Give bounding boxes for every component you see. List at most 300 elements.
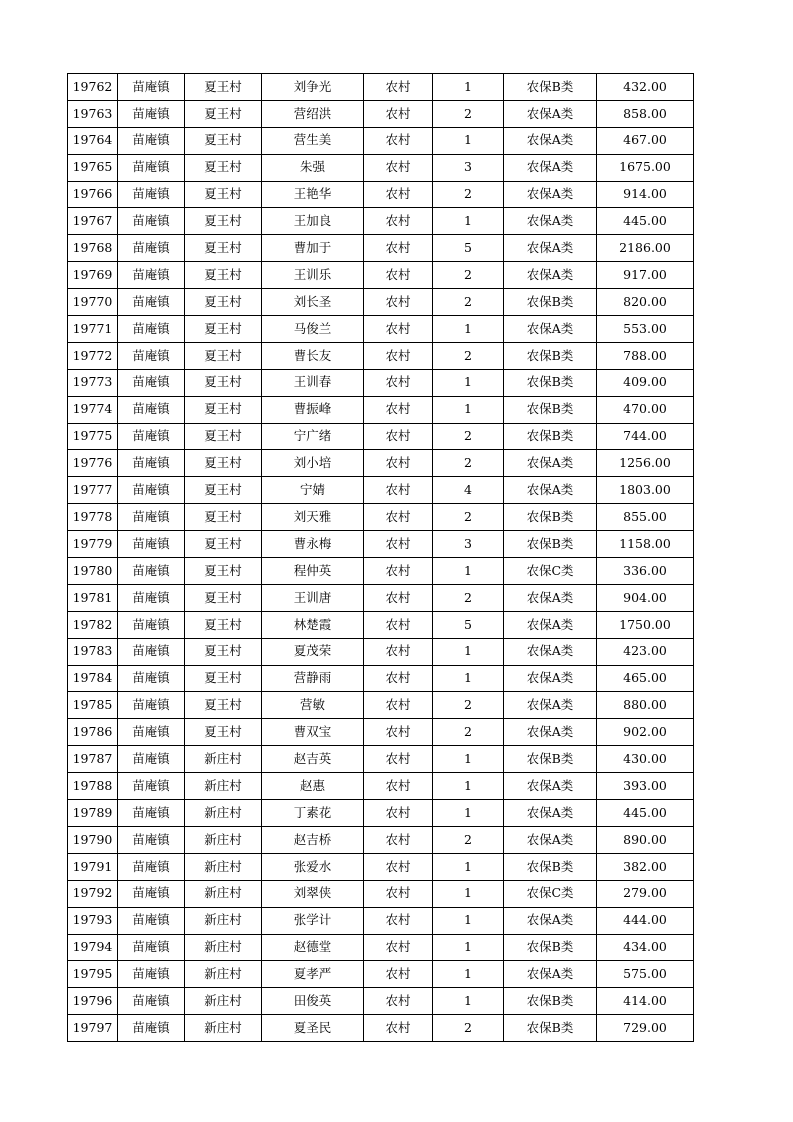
table-row xyxy=(68,961,694,988)
record-id-cell: 19784 xyxy=(68,665,118,692)
table-row xyxy=(68,316,694,343)
amount-cell: 1158.00 xyxy=(597,531,694,558)
record-id-cell: 19791 xyxy=(68,853,118,880)
person-count-cell: 1 xyxy=(433,369,504,396)
amount-cell: 445.00 xyxy=(597,800,694,827)
table-row xyxy=(68,853,694,880)
amount-cell: 1675.00 xyxy=(597,154,694,181)
insurance-category-cell: 农保B类 xyxy=(504,531,597,558)
record-id-cell: 19780 xyxy=(68,558,118,585)
table-row xyxy=(68,638,694,665)
village-cell: 夏王村 xyxy=(185,154,262,181)
village-cell: 夏王村 xyxy=(185,74,262,101)
town-cell: 苗庵镇 xyxy=(118,342,185,369)
village-cell: 夏王村 xyxy=(185,369,262,396)
household-type-cell: 农村 xyxy=(364,316,433,343)
village-cell: 新庄村 xyxy=(185,746,262,773)
household-type-cell: 农村 xyxy=(364,396,433,423)
village-cell: 新庄村 xyxy=(185,907,262,934)
name-cell: 张学计 xyxy=(262,907,364,934)
amount-cell: 575.00 xyxy=(597,961,694,988)
village-cell: 新庄村 xyxy=(185,880,262,907)
town-cell: 苗庵镇 xyxy=(118,450,185,477)
household-type-cell: 农村 xyxy=(364,235,433,262)
amount-cell: 465.00 xyxy=(597,665,694,692)
insurance-category-cell: 农保A类 xyxy=(504,100,597,127)
insurance-category-cell: 农保A类 xyxy=(504,773,597,800)
person-count-cell: 2 xyxy=(433,262,504,289)
town-cell: 苗庵镇 xyxy=(118,235,185,262)
name-cell: 张爱水 xyxy=(262,853,364,880)
village-cell: 夏王村 xyxy=(185,342,262,369)
insurance-category-cell: 农保B类 xyxy=(504,1015,597,1042)
insurance-category-cell: 农保A类 xyxy=(504,450,597,477)
table-row xyxy=(68,208,694,235)
amount-cell: 423.00 xyxy=(597,638,694,665)
household-type-cell: 农村 xyxy=(364,773,433,800)
town-cell: 苗庵镇 xyxy=(118,988,185,1015)
name-cell: 刘争光 xyxy=(262,74,364,101)
record-id-cell: 19786 xyxy=(68,719,118,746)
village-cell: 夏王村 xyxy=(185,181,262,208)
person-count-cell: 1 xyxy=(433,961,504,988)
table-row xyxy=(68,665,694,692)
table-row xyxy=(68,154,694,181)
table-row xyxy=(68,369,694,396)
household-type-cell: 农村 xyxy=(364,692,433,719)
record-id-cell: 19774 xyxy=(68,396,118,423)
table-row xyxy=(68,692,694,719)
record-id-cell: 19787 xyxy=(68,746,118,773)
insurance-category-cell: 农保B类 xyxy=(504,342,597,369)
person-count-cell: 1 xyxy=(433,558,504,585)
table-row xyxy=(68,342,694,369)
person-count-cell: 2 xyxy=(433,692,504,719)
household-type-cell: 农村 xyxy=(364,800,433,827)
person-count-cell: 1 xyxy=(433,907,504,934)
household-type-cell: 农村 xyxy=(364,665,433,692)
name-cell: 夏孝严 xyxy=(262,961,364,988)
village-cell: 夏王村 xyxy=(185,316,262,343)
town-cell: 苗庵镇 xyxy=(118,719,185,746)
household-type-cell: 农村 xyxy=(364,262,433,289)
person-count-cell: 1 xyxy=(433,638,504,665)
town-cell: 苗庵镇 xyxy=(118,826,185,853)
name-cell: 营静雨 xyxy=(262,665,364,692)
record-id-cell: 19768 xyxy=(68,235,118,262)
person-count-cell: 3 xyxy=(433,531,504,558)
household-type-cell: 农村 xyxy=(364,127,433,154)
household-type-cell: 农村 xyxy=(364,74,433,101)
household-type-cell: 农村 xyxy=(364,208,433,235)
person-count-cell: 1 xyxy=(433,934,504,961)
household-type-cell: 农村 xyxy=(364,880,433,907)
table-row xyxy=(68,423,694,450)
record-id-cell: 19790 xyxy=(68,826,118,853)
name-cell: 夏茂荣 xyxy=(262,638,364,665)
insurance-category-cell: 农保A类 xyxy=(504,127,597,154)
village-cell: 夏王村 xyxy=(185,450,262,477)
person-count-cell: 1 xyxy=(433,396,504,423)
amount-cell: 336.00 xyxy=(597,558,694,585)
household-type-cell: 农村 xyxy=(364,450,433,477)
insurance-category-cell: 农保B类 xyxy=(504,396,597,423)
person-count-cell: 2 xyxy=(433,584,504,611)
village-cell: 新庄村 xyxy=(185,800,262,827)
amount-cell: 445.00 xyxy=(597,208,694,235)
person-count-cell: 4 xyxy=(433,477,504,504)
record-id-cell: 19765 xyxy=(68,154,118,181)
table-row xyxy=(68,477,694,504)
town-cell: 苗庵镇 xyxy=(118,181,185,208)
record-id-cell: 19762 xyxy=(68,74,118,101)
amount-cell: 409.00 xyxy=(597,369,694,396)
town-cell: 苗庵镇 xyxy=(118,208,185,235)
village-cell: 夏王村 xyxy=(185,127,262,154)
insurance-category-cell: 农保B类 xyxy=(504,369,597,396)
person-count-cell: 5 xyxy=(433,611,504,638)
amount-cell: 855.00 xyxy=(597,504,694,531)
village-cell: 夏王村 xyxy=(185,638,262,665)
table-row xyxy=(68,773,694,800)
amount-cell: 1803.00 xyxy=(597,477,694,504)
village-cell: 夏王村 xyxy=(185,584,262,611)
name-cell: 林楚霞 xyxy=(262,611,364,638)
person-count-cell: 1 xyxy=(433,208,504,235)
household-type-cell: 农村 xyxy=(364,1015,433,1042)
insurance-category-cell: 农保B类 xyxy=(504,504,597,531)
household-type-cell: 农村 xyxy=(364,289,433,316)
amount-cell: 880.00 xyxy=(597,692,694,719)
household-type-cell: 农村 xyxy=(364,423,433,450)
household-type-cell: 农村 xyxy=(364,826,433,853)
insurance-category-cell: 农保B类 xyxy=(504,423,597,450)
town-cell: 苗庵镇 xyxy=(118,907,185,934)
town-cell: 苗庵镇 xyxy=(118,584,185,611)
table-row xyxy=(68,800,694,827)
village-cell: 夏王村 xyxy=(185,423,262,450)
village-cell: 夏王村 xyxy=(185,208,262,235)
name-cell: 宁婧 xyxy=(262,477,364,504)
insurance-category-cell: 农保B类 xyxy=(504,74,597,101)
table-row xyxy=(68,746,694,773)
records-table xyxy=(67,73,694,1042)
town-cell: 苗庵镇 xyxy=(118,853,185,880)
amount-cell: 917.00 xyxy=(597,262,694,289)
record-id-cell: 19776 xyxy=(68,450,118,477)
person-count-cell: 2 xyxy=(433,450,504,477)
record-id-cell: 19796 xyxy=(68,988,118,1015)
town-cell: 苗庵镇 xyxy=(118,961,185,988)
name-cell: 马俊兰 xyxy=(262,316,364,343)
village-cell: 新庄村 xyxy=(185,934,262,961)
insurance-category-cell: 农保B类 xyxy=(504,746,597,773)
village-cell: 夏王村 xyxy=(185,262,262,289)
village-cell: 新庄村 xyxy=(185,961,262,988)
amount-cell: 430.00 xyxy=(597,746,694,773)
insurance-category-cell: 农保B类 xyxy=(504,853,597,880)
name-cell: 王训唐 xyxy=(262,584,364,611)
table-row xyxy=(68,826,694,853)
household-type-cell: 农村 xyxy=(364,907,433,934)
person-count-cell: 2 xyxy=(433,719,504,746)
household-type-cell: 农村 xyxy=(364,638,433,665)
table-row xyxy=(68,934,694,961)
insurance-category-cell: 农保A类 xyxy=(504,719,597,746)
village-cell: 新庄村 xyxy=(185,826,262,853)
record-id-cell: 19792 xyxy=(68,880,118,907)
person-count-cell: 2 xyxy=(433,1015,504,1042)
name-cell: 营生美 xyxy=(262,127,364,154)
name-cell: 刘小培 xyxy=(262,450,364,477)
town-cell: 苗庵镇 xyxy=(118,611,185,638)
name-cell: 曹振峰 xyxy=(262,396,364,423)
town-cell: 苗庵镇 xyxy=(118,773,185,800)
insurance-category-cell: 农保A类 xyxy=(504,665,597,692)
insurance-category-cell: 农保A类 xyxy=(504,316,597,343)
village-cell: 夏王村 xyxy=(185,235,262,262)
insurance-category-cell: 农保A类 xyxy=(504,584,597,611)
insurance-category-cell: 农保C类 xyxy=(504,880,597,907)
person-count-cell: 1 xyxy=(433,800,504,827)
name-cell: 赵惠 xyxy=(262,773,364,800)
record-id-cell: 19779 xyxy=(68,531,118,558)
records-body xyxy=(68,74,694,1042)
town-cell: 苗庵镇 xyxy=(118,692,185,719)
insurance-category-cell: 农保B类 xyxy=(504,988,597,1015)
household-type-cell: 农村 xyxy=(364,100,433,127)
insurance-category-cell: 农保A类 xyxy=(504,611,597,638)
name-cell: 曹双宝 xyxy=(262,719,364,746)
name-cell: 程仲英 xyxy=(262,558,364,585)
person-count-cell: 1 xyxy=(433,74,504,101)
insurance-category-cell: 农保A类 xyxy=(504,154,597,181)
household-type-cell: 农村 xyxy=(364,611,433,638)
town-cell: 苗庵镇 xyxy=(118,477,185,504)
household-type-cell: 农村 xyxy=(364,719,433,746)
insurance-category-cell: 农保A类 xyxy=(504,826,597,853)
person-count-cell: 2 xyxy=(433,504,504,531)
town-cell: 苗庵镇 xyxy=(118,316,185,343)
household-type-cell: 农村 xyxy=(364,746,433,773)
record-id-cell: 19783 xyxy=(68,638,118,665)
amount-cell: 820.00 xyxy=(597,289,694,316)
amount-cell: 393.00 xyxy=(597,773,694,800)
person-count-cell: 1 xyxy=(433,880,504,907)
table-row xyxy=(68,584,694,611)
person-count-cell: 5 xyxy=(433,235,504,262)
insurance-category-cell: 农保B类 xyxy=(504,289,597,316)
town-cell: 苗庵镇 xyxy=(118,558,185,585)
person-count-cell: 1 xyxy=(433,853,504,880)
table-row xyxy=(68,396,694,423)
amount-cell: 914.00 xyxy=(597,181,694,208)
insurance-category-cell: 农保A类 xyxy=(504,235,597,262)
village-cell: 夏王村 xyxy=(185,477,262,504)
amount-cell: 729.00 xyxy=(597,1015,694,1042)
record-id-cell: 19766 xyxy=(68,181,118,208)
record-id-cell: 19797 xyxy=(68,1015,118,1042)
town-cell: 苗庵镇 xyxy=(118,638,185,665)
insurance-category-cell: 农保A类 xyxy=(504,477,597,504)
record-id-cell: 19764 xyxy=(68,127,118,154)
village-cell: 新庄村 xyxy=(185,1015,262,1042)
insurance-category-cell: 农保A类 xyxy=(504,262,597,289)
person-count-cell: 1 xyxy=(433,773,504,800)
amount-cell: 434.00 xyxy=(597,934,694,961)
name-cell: 曹长友 xyxy=(262,342,364,369)
household-type-cell: 农村 xyxy=(364,853,433,880)
table-row xyxy=(68,127,694,154)
name-cell: 王训春 xyxy=(262,369,364,396)
amount-cell: 788.00 xyxy=(597,342,694,369)
amount-cell: 890.00 xyxy=(597,826,694,853)
town-cell: 苗庵镇 xyxy=(118,100,185,127)
table-row xyxy=(68,880,694,907)
household-type-cell: 农村 xyxy=(364,531,433,558)
town-cell: 苗庵镇 xyxy=(118,396,185,423)
name-cell: 王艳华 xyxy=(262,181,364,208)
village-cell: 新庄村 xyxy=(185,773,262,800)
insurance-category-cell: 农保A类 xyxy=(504,638,597,665)
person-count-cell: 1 xyxy=(433,746,504,773)
household-type-cell: 农村 xyxy=(364,584,433,611)
table-row xyxy=(68,262,694,289)
record-id-cell: 19788 xyxy=(68,773,118,800)
village-cell: 新庄村 xyxy=(185,853,262,880)
person-count-cell: 1 xyxy=(433,127,504,154)
town-cell: 苗庵镇 xyxy=(118,154,185,181)
record-id-cell: 19781 xyxy=(68,584,118,611)
table-row xyxy=(68,450,694,477)
insurance-category-cell: 农保A类 xyxy=(504,961,597,988)
household-type-cell: 农村 xyxy=(364,477,433,504)
table-row xyxy=(68,1015,694,1042)
table-row xyxy=(68,907,694,934)
town-cell: 苗庵镇 xyxy=(118,289,185,316)
name-cell: 丁素花 xyxy=(262,800,364,827)
town-cell: 苗庵镇 xyxy=(118,369,185,396)
table-row xyxy=(68,611,694,638)
table-row xyxy=(68,289,694,316)
town-cell: 苗庵镇 xyxy=(118,127,185,154)
village-cell: 新庄村 xyxy=(185,988,262,1015)
village-cell: 夏王村 xyxy=(185,719,262,746)
household-type-cell: 农村 xyxy=(364,558,433,585)
record-id-cell: 19777 xyxy=(68,477,118,504)
town-cell: 苗庵镇 xyxy=(118,800,185,827)
name-cell: 刘长圣 xyxy=(262,289,364,316)
name-cell: 朱强 xyxy=(262,154,364,181)
name-cell: 营敏 xyxy=(262,692,364,719)
name-cell: 刘翠侠 xyxy=(262,880,364,907)
table-row xyxy=(68,235,694,262)
amount-cell: 553.00 xyxy=(597,316,694,343)
table-row xyxy=(68,719,694,746)
name-cell: 曹加于 xyxy=(262,235,364,262)
name-cell: 营绍洪 xyxy=(262,100,364,127)
amount-cell: 432.00 xyxy=(597,74,694,101)
name-cell: 田俊英 xyxy=(262,988,364,1015)
record-id-cell: 19778 xyxy=(68,504,118,531)
record-id-cell: 19795 xyxy=(68,961,118,988)
record-id-cell: 19769 xyxy=(68,262,118,289)
amount-cell: 902.00 xyxy=(597,719,694,746)
table-row xyxy=(68,100,694,127)
table-row xyxy=(68,74,694,101)
amount-cell: 904.00 xyxy=(597,584,694,611)
town-cell: 苗庵镇 xyxy=(118,746,185,773)
person-count-cell: 3 xyxy=(433,154,504,181)
record-id-cell: 19767 xyxy=(68,208,118,235)
record-id-cell: 19793 xyxy=(68,907,118,934)
insurance-category-cell: 农保A类 xyxy=(504,800,597,827)
town-cell: 苗庵镇 xyxy=(118,74,185,101)
amount-cell: 858.00 xyxy=(597,100,694,127)
record-id-cell: 19775 xyxy=(68,423,118,450)
village-cell: 夏王村 xyxy=(185,665,262,692)
person-count-cell: 2 xyxy=(433,100,504,127)
town-cell: 苗庵镇 xyxy=(118,531,185,558)
name-cell: 刘天雅 xyxy=(262,504,364,531)
record-id-cell: 19763 xyxy=(68,100,118,127)
town-cell: 苗庵镇 xyxy=(118,880,185,907)
amount-cell: 2186.00 xyxy=(597,235,694,262)
insurance-category-cell: 农保A类 xyxy=(504,692,597,719)
name-cell: 王加良 xyxy=(262,208,364,235)
town-cell: 苗庵镇 xyxy=(118,665,185,692)
insurance-category-cell: 农保B类 xyxy=(504,934,597,961)
village-cell: 夏王村 xyxy=(185,611,262,638)
household-type-cell: 农村 xyxy=(364,181,433,208)
amount-cell: 1750.00 xyxy=(597,611,694,638)
record-id-cell: 19782 xyxy=(68,611,118,638)
insurance-category-cell: 农保A类 xyxy=(504,907,597,934)
name-cell: 夏圣民 xyxy=(262,1015,364,1042)
name-cell: 赵吉桥 xyxy=(262,826,364,853)
household-type-cell: 农村 xyxy=(364,961,433,988)
person-count-cell: 2 xyxy=(433,826,504,853)
town-cell: 苗庵镇 xyxy=(118,504,185,531)
village-cell: 夏王村 xyxy=(185,504,262,531)
town-cell: 苗庵镇 xyxy=(118,423,185,450)
household-type-cell: 农村 xyxy=(364,369,433,396)
household-type-cell: 农村 xyxy=(364,504,433,531)
household-type-cell: 农村 xyxy=(364,154,433,181)
record-id-cell: 19773 xyxy=(68,369,118,396)
person-count-cell: 2 xyxy=(433,423,504,450)
person-count-cell: 2 xyxy=(433,342,504,369)
village-cell: 夏王村 xyxy=(185,100,262,127)
village-cell: 夏王村 xyxy=(185,558,262,585)
amount-cell: 414.00 xyxy=(597,988,694,1015)
amount-cell: 1256.00 xyxy=(597,450,694,477)
person-count-cell: 2 xyxy=(433,289,504,316)
name-cell: 宁广绪 xyxy=(262,423,364,450)
person-count-cell: 1 xyxy=(433,665,504,692)
table-row xyxy=(68,988,694,1015)
name-cell: 王训乐 xyxy=(262,262,364,289)
record-id-cell: 19771 xyxy=(68,316,118,343)
person-count-cell: 2 xyxy=(433,181,504,208)
table-row xyxy=(68,181,694,208)
record-id-cell: 19789 xyxy=(68,800,118,827)
town-cell: 苗庵镇 xyxy=(118,262,185,289)
village-cell: 夏王村 xyxy=(185,531,262,558)
amount-cell: 382.00 xyxy=(597,853,694,880)
amount-cell: 470.00 xyxy=(597,396,694,423)
record-id-cell: 19772 xyxy=(68,342,118,369)
